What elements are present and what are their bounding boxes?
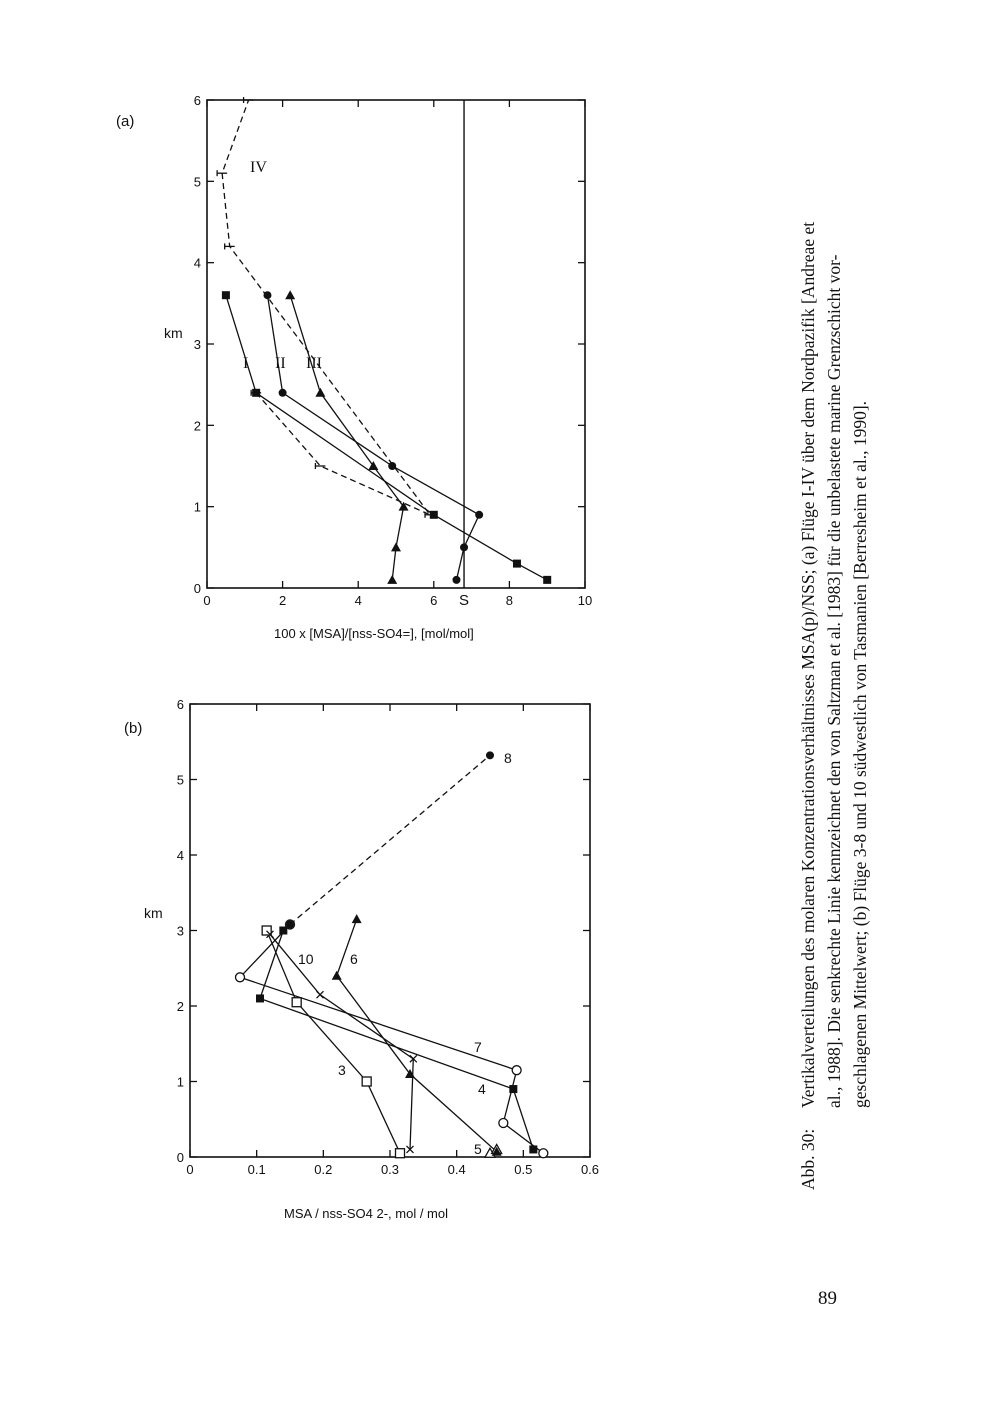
data-point-circle [452,576,460,584]
x-tick-label: 0.5 [514,1162,533,1177]
series-line-6 [337,919,497,1151]
data-point-square [543,576,551,584]
panel-a-x-axis-label: 100 x [MSA]/[nss-SO4=], [mol/mol] [274,626,474,641]
panel-b-frame [190,704,590,1157]
caption-line-1: Abb. 30:Vertikalverteilungen des molaren Konzentrationsverhältnisses MSA(p)/NSS; (a) Flüge I-IV über dem Nordpazifik [Andreae et [795,80,821,1190]
data-point-circle [475,511,483,519]
x-tick-label: 6 [430,593,438,608]
data-point-open-circle [499,1119,508,1128]
x-tick-label: 0.3 [380,1162,400,1177]
panel-b [124,697,599,1221]
series-label-10: 10 [298,951,314,967]
panel-b-x-axis-label: MSA / nss-SO4 2-, mol / mol [284,1206,448,1221]
caption-label: Abb. 30: [798,1128,818,1190]
y-tick-label: 0 [176,1150,184,1165]
x-tick-label: 0 [203,593,211,608]
panel-a-series-lines [222,100,547,580]
panel-b-y-ticks [177,697,590,1165]
series-label-II: II [275,355,286,372]
series-label-6: 6 [350,951,358,967]
series-line-8 [290,755,490,924]
data-point-filled-circle [486,751,494,759]
y-tick-label: 4 [176,848,184,863]
data-point-triangle [391,542,401,551]
series-label-8: 8 [504,750,512,766]
data-point-filled-triangle [332,971,342,980]
data-point-filled-square [509,1085,517,1093]
caption-line-3: geschlagenen Mittelwert; (b) Flüge 3-8 und 10 südwestlich von Tasmanien [Berresheim et al., 1990]. [850,400,870,1108]
data-point-open-circle [512,1066,521,1075]
data-point-square [513,560,521,568]
x-tick-label: 0.4 [447,1162,466,1177]
data-point-open-circle [539,1149,548,1158]
data-point-circle [279,389,287,397]
x-tick-label: 10 [577,593,593,608]
y-tick-label: 4 [193,255,201,271]
y-tick-label: 1 [176,1074,184,1090]
panel-a-label: (a) [116,113,135,130]
y-tick-label: 3 [176,923,184,939]
series-line-7 [240,925,543,1154]
x-tick-label: 4 [354,593,362,608]
series-line-10 [270,934,413,1149]
x-tick-label: 0 [186,1162,194,1177]
data-point-square [222,291,230,299]
panel-a-series-markers [217,97,551,584]
data-point-filled-square [529,1145,537,1153]
data-point-circle [263,291,271,299]
figure-caption [795,80,873,1190]
series-line-II [268,295,480,580]
panel-b-x-ticks [186,704,599,1177]
series-label-4: 4 [478,1081,486,1097]
panel-a-x-ticks [203,100,592,608]
data-point-circle [388,462,396,470]
series-label-IV: IV [250,159,267,176]
y-tick-label: 1 [193,499,201,515]
panel-a [116,93,592,641]
panel-b-series-lines [240,755,543,1153]
x-tick-label: 8 [505,593,514,608]
data-point-filled-triangle [352,914,362,923]
data-point-open-circle [236,973,245,982]
series-label-I: I [243,355,249,372]
data-point-open-square [362,1077,371,1086]
y-tick-label: 2 [176,999,184,1014]
data-point-triangle [368,461,378,470]
caption-line-2: al., 1988]. Die senkrechte Linie kennzeichnet den von Saltzman et al. [1983] für die unbelastete marine Grenzschicht vor- [824,254,844,1108]
series-line-III [290,295,403,580]
series-label-III: III [306,355,322,372]
data-point-open-square [292,998,301,1007]
panel-b-label: (b) [124,720,143,737]
data-point-open-square [396,1149,405,1158]
data-point-filled-square [256,994,264,1002]
data-point-filled-circle [286,920,294,928]
y-tick-label: 6 [176,697,184,712]
x-tick-label: 0.1 [247,1162,266,1177]
y-tick-label: 0 [193,581,201,596]
y-tick-label: 5 [193,174,201,190]
series-label-7: 7 [474,1039,482,1055]
y-tick-label: 5 [176,772,184,788]
data-point-triangle [285,290,295,299]
y-tick-label: 2 [193,418,201,434]
series-label-3: 3 [338,1062,346,1078]
panel-b-y-axis-label: km [144,905,163,921]
data-point-triangle [315,388,325,397]
y-tick-label: 3 [193,337,201,352]
series-label-5: 5 [474,1141,482,1157]
x-tick-label: 0.6 [580,1162,600,1177]
page-number: 89 [818,1288,837,1309]
panel-a-reference-label: S [459,592,470,609]
panel-a-y-axis-label: km [164,325,183,341]
y-tick-label: 6 [193,93,201,108]
x-tick-label: 2 [278,593,287,608]
data-point-cross [317,991,324,998]
data-point-circle [460,543,468,551]
panel-b-series-markers [236,751,548,1157]
x-tick-label: 0.2 [314,1162,333,1177]
data-point-triangle [387,575,397,584]
